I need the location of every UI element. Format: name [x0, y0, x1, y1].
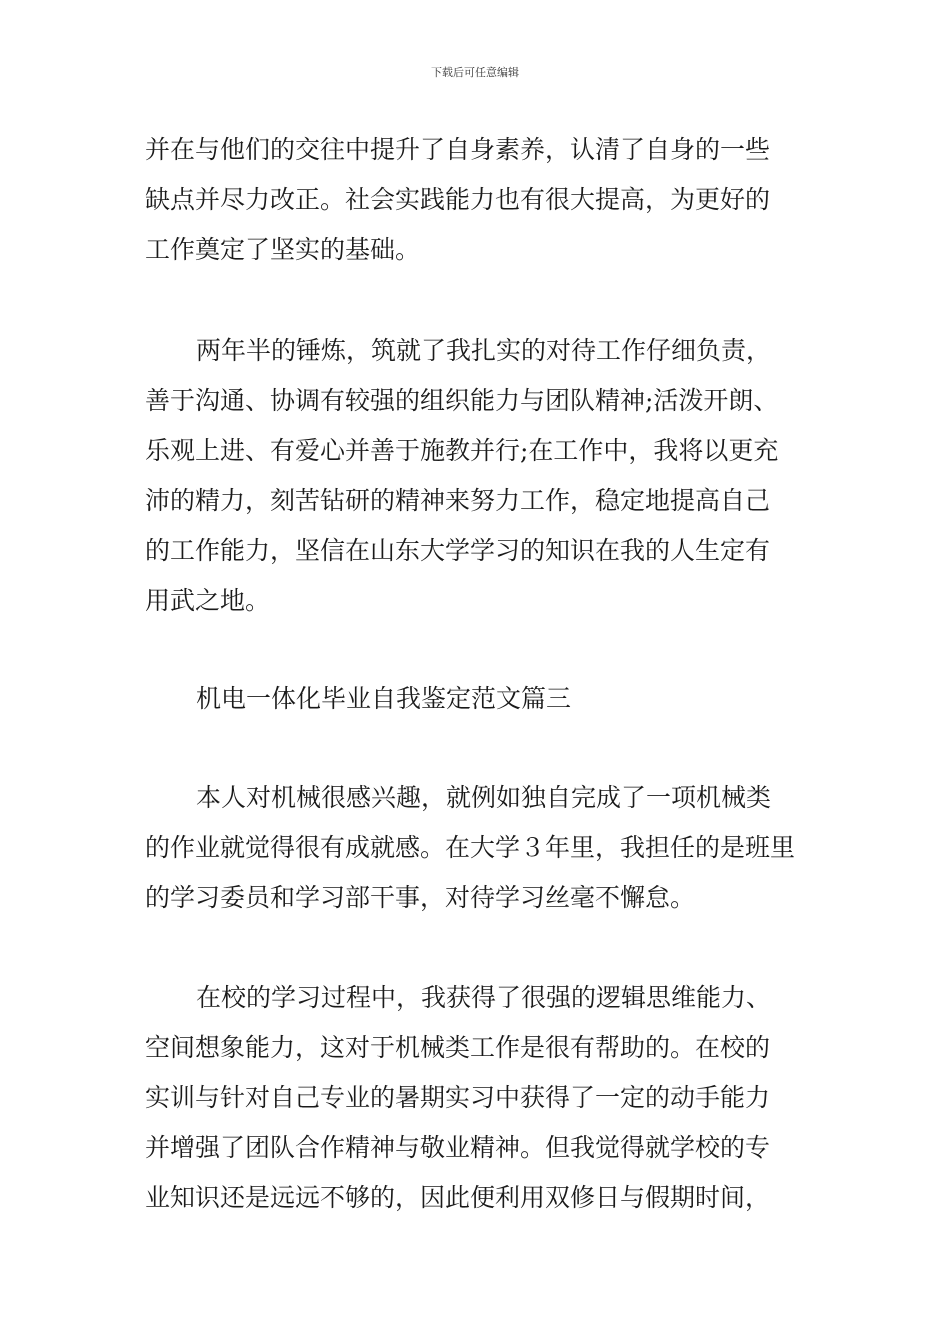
text-line: 善于沟通、协调有较强的组织能力与团队精神;活泼开朗、 — [145, 386, 779, 415]
text-line: 两年半的锤炼，筑就了我扎实的对待工作仔细负责， — [196, 336, 772, 365]
text-line: 缺点并尽力改正。社会实践能力也有很大提高，为更好的 — [145, 185, 771, 214]
text-line: 空间想象能力，这对于机械类工作是很有帮助的。在校的 — [145, 1033, 771, 1062]
text-line: 的工作能力，坚信在山东大学学习的知识在我的人生定有 — [145, 536, 771, 565]
text-line: 工作奠定了坚实的基础。 — [145, 235, 421, 264]
text-line: 在校的学习过程中，我获得了很强的逻辑思维能力、 — [196, 983, 772, 1012]
text-line: 的学习委员和学习部干事，对待学习丝毫不懈怠。 — [145, 883, 696, 912]
section-heading: 机电一体化毕业自我鉴定范文篇三 — [196, 684, 572, 713]
page-header: 下载后可任意编辑 — [431, 66, 519, 79]
text-line: 的作业就觉得很有成就感。在大学３年里，我担任的是班里 — [145, 833, 796, 862]
text-line: 业知识还是远远不够的，因此便利用双修日与假期时间， — [145, 1183, 771, 1212]
text-line: 并在与他们的交往中提升了自身素养，认清了自身的一些 — [145, 135, 771, 164]
text-line: 沛的精力，刻苦钻研的精神来努力工作，稳定地提高自己 — [145, 486, 771, 515]
text-line: 并增强了团队合作精神与敬业精神。但我觉得就学校的专 — [145, 1133, 771, 1162]
text-line: 实训与针对自己专业的暑期实习中获得了一定的动手能力 — [145, 1083, 771, 1112]
text-line: 用武之地。 — [145, 586, 271, 615]
text-line: 乐观上进、有爱心并善于施教并行;在工作中，我将以更充 — [145, 436, 779, 465]
text-line: 本人对机械很感兴趣，就例如独自完成了一项机械类 — [196, 783, 772, 812]
